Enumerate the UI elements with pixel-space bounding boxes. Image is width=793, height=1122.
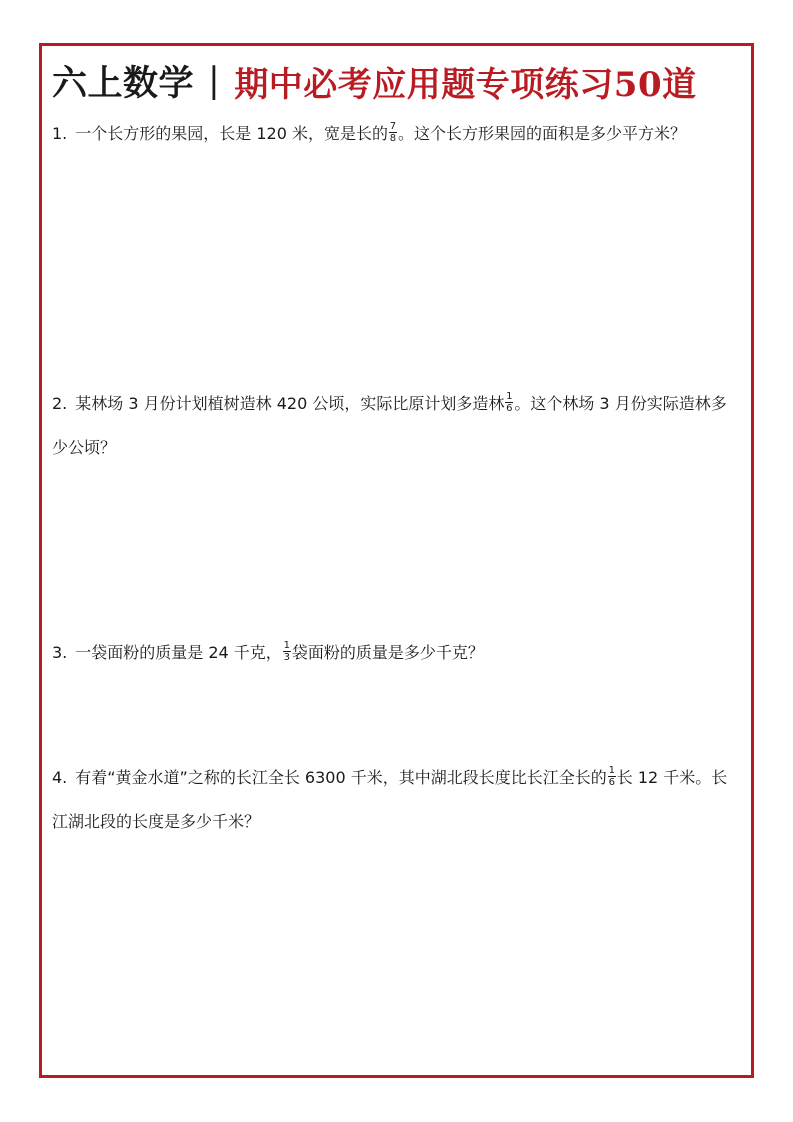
page-border (39, 43, 754, 1078)
question-4 (52, 756, 742, 844)
fraction-denominator: 6 (608, 777, 615, 788)
question-text-after: 袋面粉的质量是多少千克？ (291, 643, 484, 662)
answer-space-1 (52, 206, 742, 386)
question-3 (52, 631, 742, 675)
fraction-denominator: 8 (389, 133, 397, 144)
question-1 (52, 112, 742, 156)
title-separator: | (208, 61, 221, 101)
question-number: 1. (52, 124, 68, 143)
fraction (389, 121, 397, 144)
question-text-before: 某林场 3 月份计划植树造林 420 公顷，实际比原计划多造林 (75, 394, 505, 413)
fraction (505, 391, 513, 414)
question-text-after: 长 12 千米。长江湖北段的长度是多少千米？ (52, 768, 728, 831)
fraction-numerator: 7 (389, 121, 397, 132)
fraction (283, 640, 291, 663)
answer-space-4 (52, 846, 742, 1066)
fraction-numerator: 1 (283, 640, 290, 651)
title-grade: 六上数学 (52, 63, 195, 104)
fraction (608, 765, 616, 788)
fraction-denominator: 3 (283, 652, 290, 663)
question-number: 4. (52, 768, 68, 787)
fraction-numerator: 1 (608, 765, 615, 776)
fraction-denominator: 6 (506, 403, 513, 414)
answer-space-2 (52, 476, 742, 626)
question-number: 3. (52, 643, 68, 662)
page-title (52, 56, 747, 106)
question-2 (52, 382, 742, 470)
question-number: 2. (52, 394, 68, 413)
question-text-before: 一袋面粉的质量是 24 千克， (75, 643, 282, 662)
question-text-before: 有着“黄金水道”之称的长江全长 6300 千米，其中湖北段长度比长江全长的 (75, 768, 607, 787)
question-text-after: 。这个长方形果园的面积是多少平方米？ (397, 124, 686, 143)
answer-space-3 (52, 681, 742, 741)
fraction-numerator: 1 (506, 391, 513, 402)
question-text-before: 一个长方形的果园，长是 120 米，宽是长的 (75, 124, 388, 143)
title-topic: 期中必考应用题专项练习50道 (234, 64, 697, 105)
question-text-after: 。这个林场 3 月份实际造林多少公顷？ (52, 394, 727, 457)
